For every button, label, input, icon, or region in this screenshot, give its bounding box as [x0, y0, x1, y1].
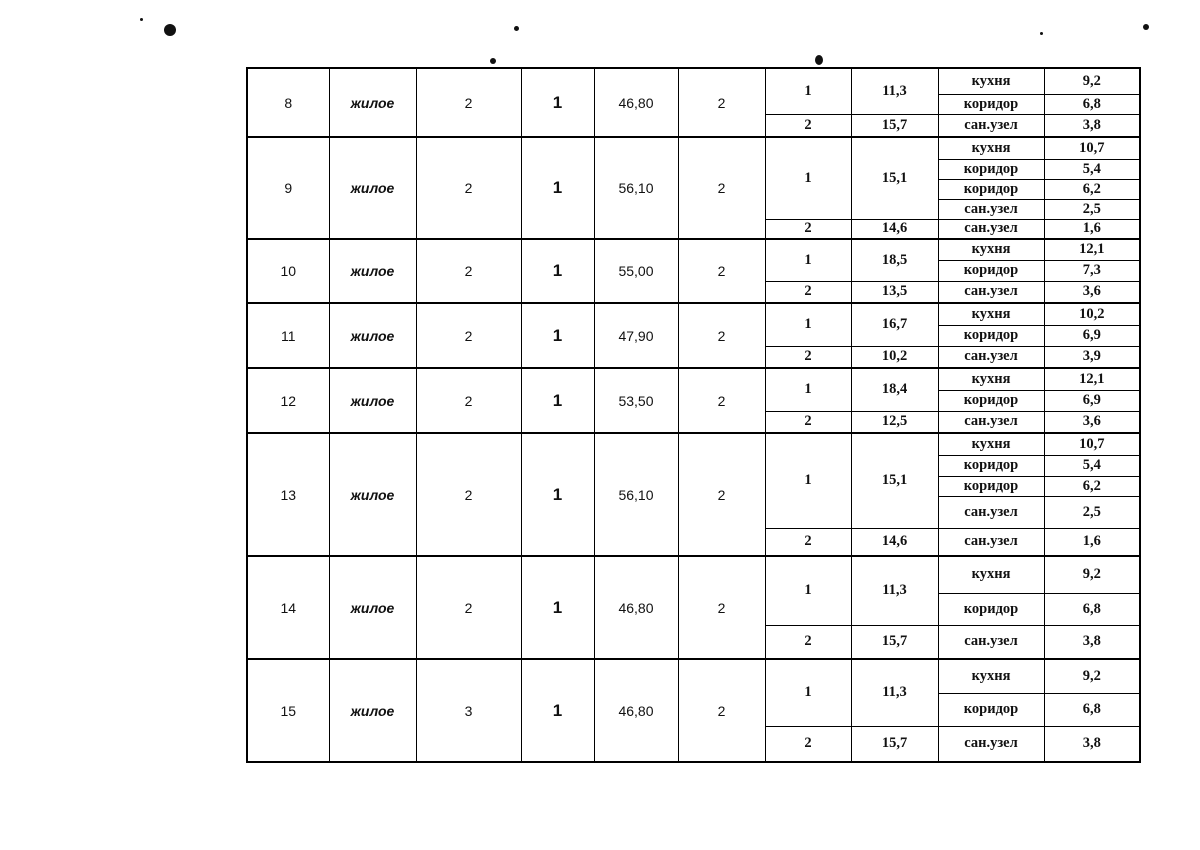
room-count-cell: 2 — [678, 239, 765, 303]
auxiliary-room-area-cell: 1,6 — [1044, 528, 1140, 556]
apartment-number-cell: 10 — [247, 239, 329, 303]
apartment-number-cell: 8 — [247, 68, 329, 137]
total-area-cell: 55,00 — [594, 239, 678, 303]
section-cell: 1 — [521, 659, 594, 762]
total-area-cell: 46,80 — [594, 68, 678, 137]
purpose-cell: жилое — [329, 433, 416, 556]
auxiliary-room-area-cell: 10,2 — [1044, 303, 1140, 325]
room-number-cell: 1 — [765, 68, 851, 114]
auxiliary-room-name-cell: сан.узел — [938, 411, 1044, 433]
auxiliary-room-area-cell: 12,1 — [1044, 239, 1140, 260]
table-row — [247, 556, 1140, 593]
auxiliary-room-name-cell: сан.узел — [938, 346, 1044, 368]
total-area-cell: 46,80 — [594, 659, 678, 762]
auxiliary-room-name-cell: коридор — [938, 390, 1044, 411]
auxiliary-room-area-cell: 3,8 — [1044, 625, 1140, 659]
floor-cell: 2 — [416, 433, 521, 556]
auxiliary-room-area-cell: 6,8 — [1044, 593, 1140, 625]
room-area-cell: 10,2 — [851, 346, 938, 368]
room-count-cell: 2 — [678, 433, 765, 556]
room-area-cell: 15,7 — [851, 625, 938, 659]
apartment-area-table — [246, 67, 1141, 763]
room-area-cell: 16,7 — [851, 303, 938, 346]
auxiliary-room-area-cell: 7,3 — [1044, 260, 1140, 281]
room-area-cell: 14,6 — [851, 219, 938, 239]
room-area-cell: 12,5 — [851, 411, 938, 433]
auxiliary-room-name-cell: коридор — [938, 325, 1044, 346]
auxiliary-room-area-cell: 10,7 — [1044, 433, 1140, 455]
auxiliary-room-name-cell: коридор — [938, 260, 1044, 281]
auxiliary-room-name-cell: сан.узел — [938, 114, 1044, 137]
room-area-cell: 15,7 — [851, 114, 938, 137]
auxiliary-room-area-cell: 3,8 — [1044, 114, 1140, 137]
auxiliary-room-area-cell: 3,9 — [1044, 346, 1140, 368]
auxiliary-room-name-cell: кухня — [938, 368, 1044, 390]
room-number-cell: 2 — [765, 114, 851, 137]
auxiliary-room-name-cell: сан.узел — [938, 625, 1044, 659]
room-area-cell: 13,5 — [851, 281, 938, 303]
auxiliary-room-name-cell: сан.узел — [938, 281, 1044, 303]
auxiliary-room-name-cell: коридор — [938, 159, 1044, 179]
total-area-cell: 47,90 — [594, 303, 678, 368]
auxiliary-room-area-cell: 10,7 — [1044, 137, 1140, 159]
floor-cell: 2 — [416, 303, 521, 368]
purpose-cell: жилое — [329, 303, 416, 368]
section-cell: 1 — [521, 368, 594, 433]
floor-cell: 3 — [416, 659, 521, 762]
room-number-cell: 2 — [765, 528, 851, 556]
auxiliary-room-area-cell: 2,5 — [1044, 199, 1140, 219]
section-cell: 1 — [521, 303, 594, 368]
total-area-cell: 56,10 — [594, 137, 678, 239]
scan-speck — [514, 26, 519, 31]
scan-speck — [815, 55, 823, 65]
section-cell: 1 — [521, 433, 594, 556]
auxiliary-room-area-cell: 12,1 — [1044, 368, 1140, 390]
auxiliary-room-name-cell: коридор — [938, 455, 1044, 476]
room-number-cell: 1 — [765, 303, 851, 346]
room-count-cell: 2 — [678, 659, 765, 762]
table-body — [247, 68, 1140, 762]
room-area-cell: 18,4 — [851, 368, 938, 411]
purpose-cell: жилое — [329, 68, 416, 137]
room-number-cell: 2 — [765, 346, 851, 368]
auxiliary-room-area-cell: 9,2 — [1044, 659, 1140, 693]
room-area-cell: 18,5 — [851, 239, 938, 281]
apartment-number-cell: 13 — [247, 433, 329, 556]
auxiliary-room-name-cell: сан.узел — [938, 199, 1044, 219]
auxiliary-room-area-cell: 5,4 — [1044, 455, 1140, 476]
room-area-cell: 11,3 — [851, 68, 938, 114]
total-area-cell: 46,80 — [594, 556, 678, 659]
room-number-cell: 1 — [765, 368, 851, 411]
floor-cell: 2 — [416, 68, 521, 137]
purpose-cell: жилое — [329, 368, 416, 433]
room-number-cell: 1 — [765, 433, 851, 528]
room-number-cell: 1 — [765, 556, 851, 625]
room-number-cell: 2 — [765, 625, 851, 659]
table-row — [247, 303, 1140, 325]
room-number-cell: 1 — [765, 659, 851, 726]
auxiliary-room-area-cell: 6,2 — [1044, 476, 1140, 496]
floor-cell: 2 — [416, 137, 521, 239]
auxiliary-room-name-cell: кухня — [938, 137, 1044, 159]
section-cell: 1 — [521, 68, 594, 137]
auxiliary-room-area-cell: 6,8 — [1044, 94, 1140, 114]
scan-speck — [1143, 24, 1149, 30]
purpose-cell: жилое — [329, 556, 416, 659]
table-row — [247, 433, 1140, 455]
auxiliary-room-name-cell: кухня — [938, 433, 1044, 455]
floor-cell: 2 — [416, 368, 521, 433]
auxiliary-room-area-cell: 9,2 — [1044, 556, 1140, 593]
auxiliary-room-area-cell: 6,8 — [1044, 693, 1140, 726]
room-area-cell: 15,1 — [851, 433, 938, 528]
room-number-cell: 2 — [765, 219, 851, 239]
section-cell: 1 — [521, 556, 594, 659]
room-area-cell: 15,7 — [851, 726, 938, 762]
auxiliary-room-area-cell: 6,9 — [1044, 325, 1140, 346]
room-number-cell: 2 — [765, 726, 851, 762]
room-count-cell: 2 — [678, 368, 765, 433]
auxiliary-room-name-cell: кухня — [938, 303, 1044, 325]
apartment-number-cell: 11 — [247, 303, 329, 368]
room-count-cell: 2 — [678, 68, 765, 137]
auxiliary-room-name-cell: кухня — [938, 659, 1044, 693]
room-count-cell: 2 — [678, 137, 765, 239]
room-number-cell: 1 — [765, 239, 851, 281]
apartment-number-cell: 9 — [247, 137, 329, 239]
floor-cell: 2 — [416, 239, 521, 303]
auxiliary-room-name-cell: коридор — [938, 179, 1044, 199]
room-count-cell: 2 — [678, 303, 765, 368]
room-count-cell: 2 — [678, 556, 765, 659]
auxiliary-room-area-cell: 3,6 — [1044, 411, 1140, 433]
apartment-table-container — [246, 67, 1139, 763]
auxiliary-room-area-cell: 6,9 — [1044, 390, 1140, 411]
table-row — [247, 137, 1140, 159]
auxiliary-room-area-cell: 2,5 — [1044, 496, 1140, 528]
room-number-cell: 2 — [765, 281, 851, 303]
auxiliary-room-area-cell: 5,4 — [1044, 159, 1140, 179]
room-area-cell: 11,3 — [851, 556, 938, 625]
auxiliary-room-name-cell: коридор — [938, 94, 1044, 114]
auxiliary-room-name-cell: сан.узел — [938, 219, 1044, 239]
auxiliary-room-name-cell: коридор — [938, 693, 1044, 726]
scan-speck — [164, 24, 176, 36]
table-row — [247, 368, 1140, 390]
room-number-cell: 1 — [765, 137, 851, 219]
purpose-cell: жилое — [329, 659, 416, 762]
apartment-number-cell: 14 — [247, 556, 329, 659]
apartment-number-cell: 12 — [247, 368, 329, 433]
scan-speck — [140, 18, 143, 21]
room-area-cell: 11,3 — [851, 659, 938, 726]
auxiliary-room-area-cell: 9,2 — [1044, 68, 1140, 94]
purpose-cell: жилое — [329, 239, 416, 303]
section-cell: 1 — [521, 239, 594, 303]
auxiliary-room-name-cell: сан.узел — [938, 726, 1044, 762]
auxiliary-room-name-cell: сан.узел — [938, 528, 1044, 556]
purpose-cell: жилое — [329, 137, 416, 239]
auxiliary-room-name-cell: коридор — [938, 593, 1044, 625]
auxiliary-room-name-cell: коридор — [938, 476, 1044, 496]
auxiliary-room-area-cell: 1,6 — [1044, 219, 1140, 239]
scan-speck — [1040, 32, 1043, 35]
table-row — [247, 68, 1140, 94]
room-area-cell: 15,1 — [851, 137, 938, 219]
auxiliary-room-name-cell: кухня — [938, 68, 1044, 94]
room-area-cell: 14,6 — [851, 528, 938, 556]
auxiliary-room-name-cell: кухня — [938, 239, 1044, 260]
total-area-cell: 56,10 — [594, 433, 678, 556]
auxiliary-room-name-cell: сан.узел — [938, 496, 1044, 528]
table-row — [247, 659, 1140, 693]
auxiliary-room-area-cell: 3,8 — [1044, 726, 1140, 762]
auxiliary-room-area-cell: 3,6 — [1044, 281, 1140, 303]
room-number-cell: 2 — [765, 411, 851, 433]
floor-cell: 2 — [416, 556, 521, 659]
table-row — [247, 239, 1140, 260]
scan-speck — [490, 58, 496, 64]
section-cell: 1 — [521, 137, 594, 239]
apartment-number-cell: 15 — [247, 659, 329, 762]
auxiliary-room-area-cell: 6,2 — [1044, 179, 1140, 199]
total-area-cell: 53,50 — [594, 368, 678, 433]
auxiliary-room-name-cell: кухня — [938, 556, 1044, 593]
